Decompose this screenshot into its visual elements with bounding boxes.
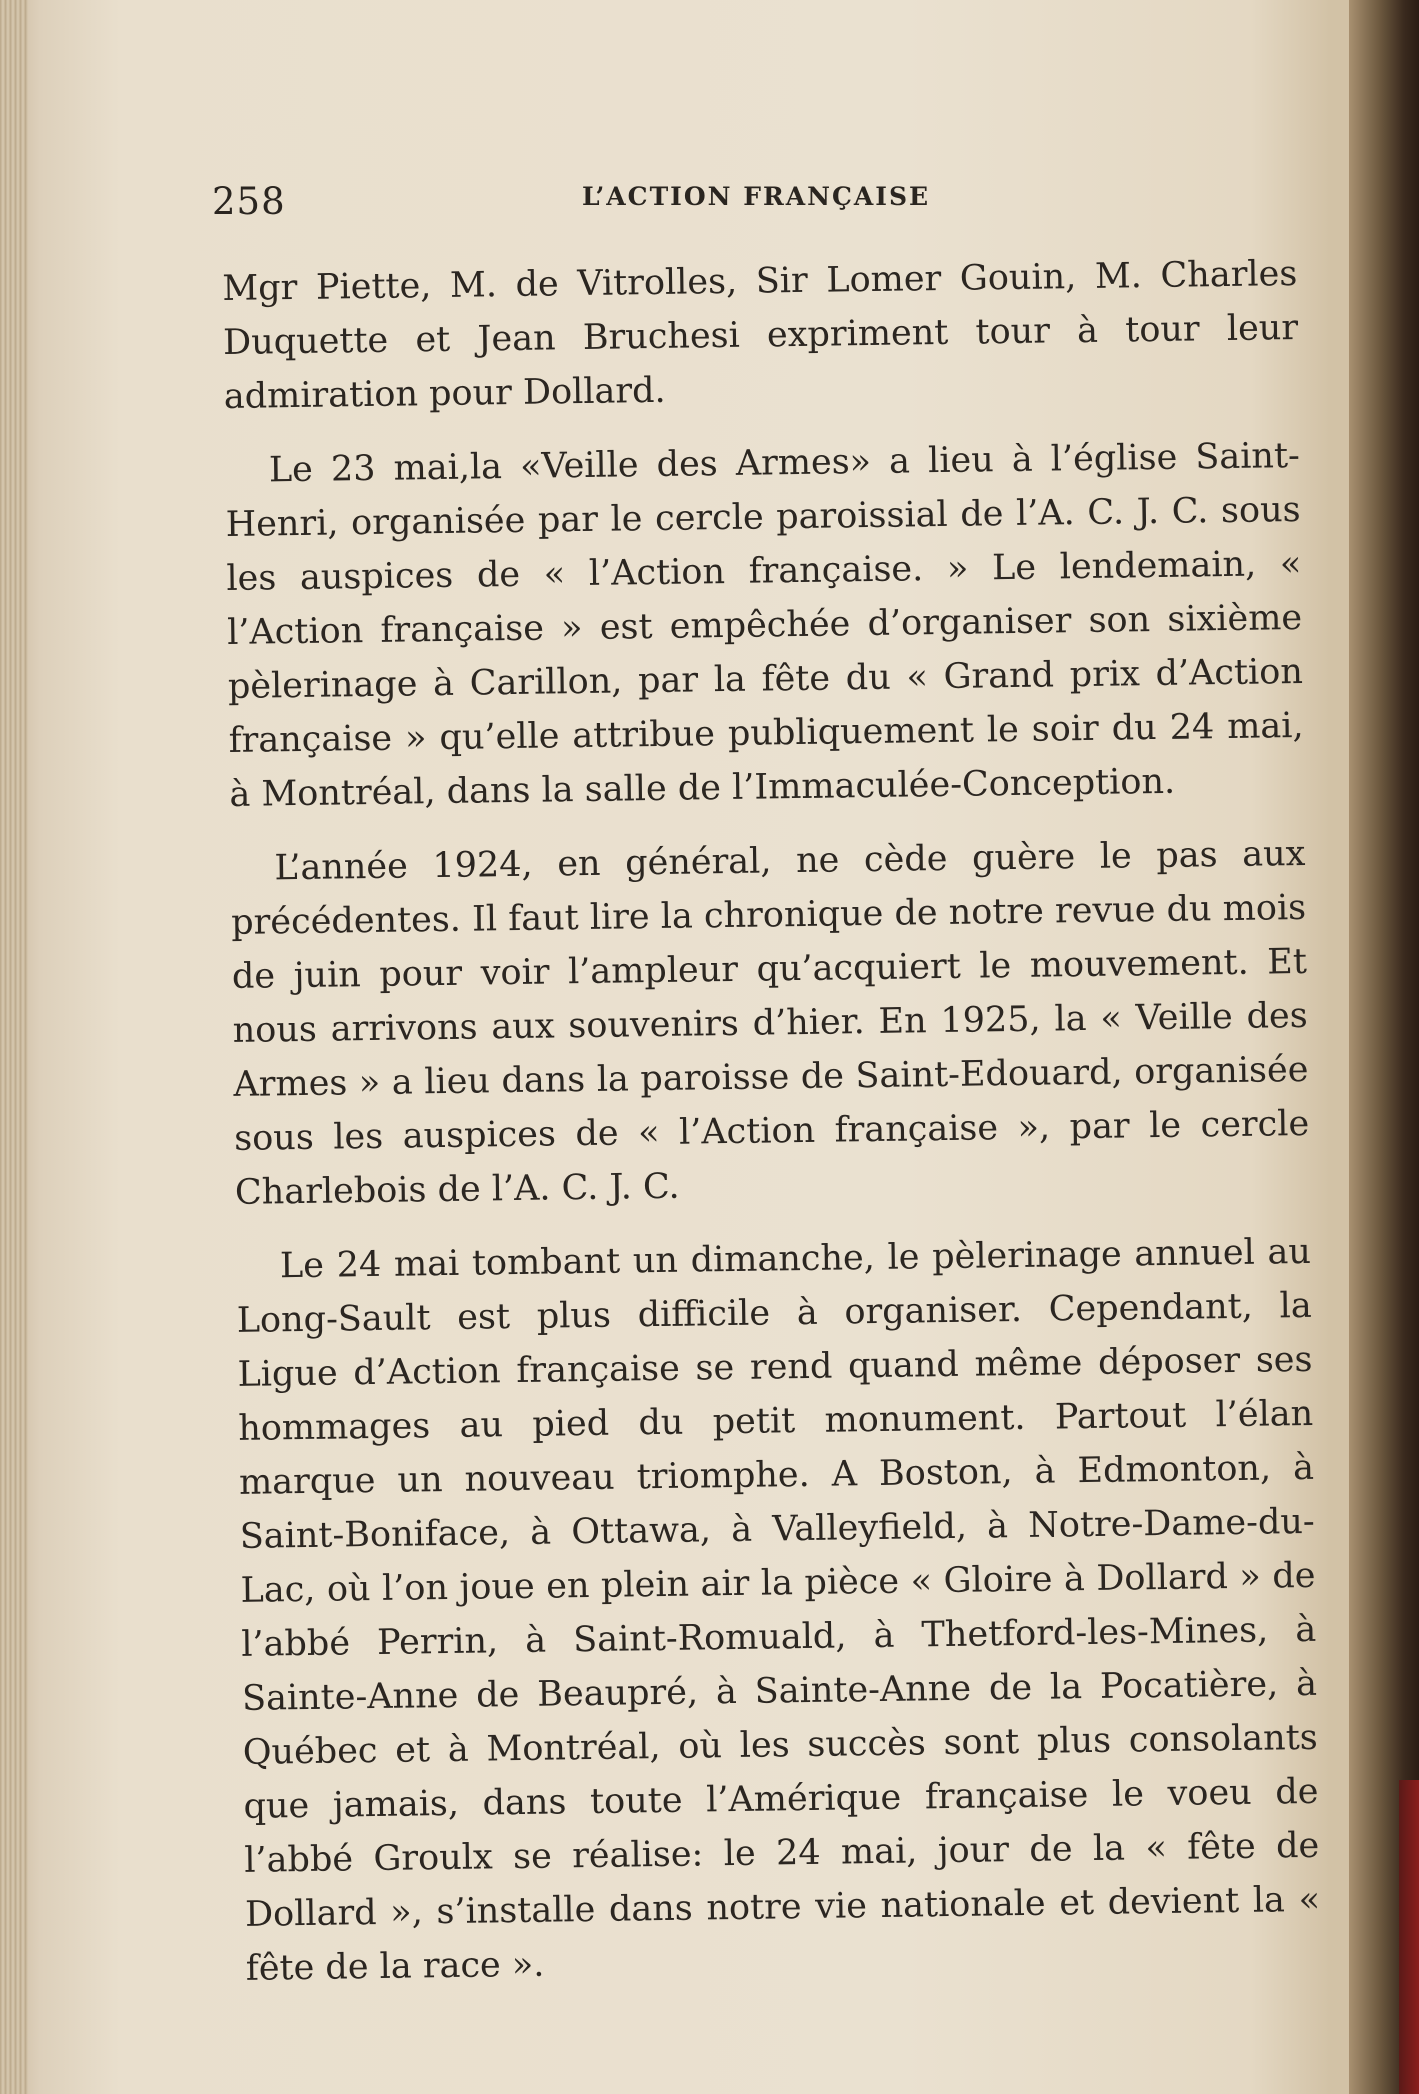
page-header <box>212 178 1312 228</box>
book-cover-edge <box>1399 1780 1419 2094</box>
paragraph-4: Le 24 mai tombant un dimanche, le pèlerinage annuel au Long-Sault est plus difficile à organiser. Cependant, la Ligue d’Action française se rend quand même déposer ses hommages au pied du petit monument. Partout l’élan marque un nouveau triomphe. A Boston, à Edmonton, à Saint-Boniface, à Ottawa, à Valleyfield, à Notre-Dame-du-Lac, où l’on joue en plein air la pièce « Gloire à Dollard » de l’abbé Perrin, à Saint-Romuald, à Thetford-les-Mines, à Sainte-Anne de Beaupré, à Sainte-Anne de la Pocatière, à Québec et à Montréal, où les succès sont plus consolants que jamais, dans toute l’Amérique française le voeu de l’abbé Groulx se réalise: le 24 mai, jour de la « fête de Dollard », s’installe dans notre vie nationale et devient la « fête de la race ». <box>236 1231 1321 1989</box>
paragraph-2: Le 23 mai,la «Veille des Armes» a lieu à l’église Saint-Henri, organisée par le cercle paroissial de l’A. C. J. C. sous les auspices de « l’Action française. » Le lendemain, « l’Action française » est empêchée d’organiser son sixième pèlerinage à Carillon, par la fête du « Grand prix d’Action française » qu’elle attribue publiquement le soir du 24 mai, à Montréal, dans la salle de l’Immaculée-Conception. <box>225 435 1304 815</box>
running-title: L’ACTION FRANÇAISE <box>582 182 931 211</box>
page-edges <box>0 0 28 2094</box>
page-number: 258 <box>212 180 286 223</box>
paragraph-3: L’année 1924, en général, ne cède guère le pas aux précédentes. Il faut lire la chronique de notre revue du mois de juin pour voir l’ampleur qu’acquiert le mouvement. Et nous arrivons aux souvenirs d’hier. En 1925, la « Veille des Armes » a lieu dans la paroisse de Saint-Edouard, organisée sous les auspices de « l’Action française », par le cercle Charlebois de l’A. C. J. C. <box>230 833 1310 1213</box>
paragraph-1: Mgr Piette, M. de Vitrolles, Sir Lomer Gouin, M. Charles Duquette et Jean Bruchesi expriment tour à tour leur admiration pour Dollard. <box>222 253 1299 417</box>
body-text <box>222 247 1321 2016</box>
